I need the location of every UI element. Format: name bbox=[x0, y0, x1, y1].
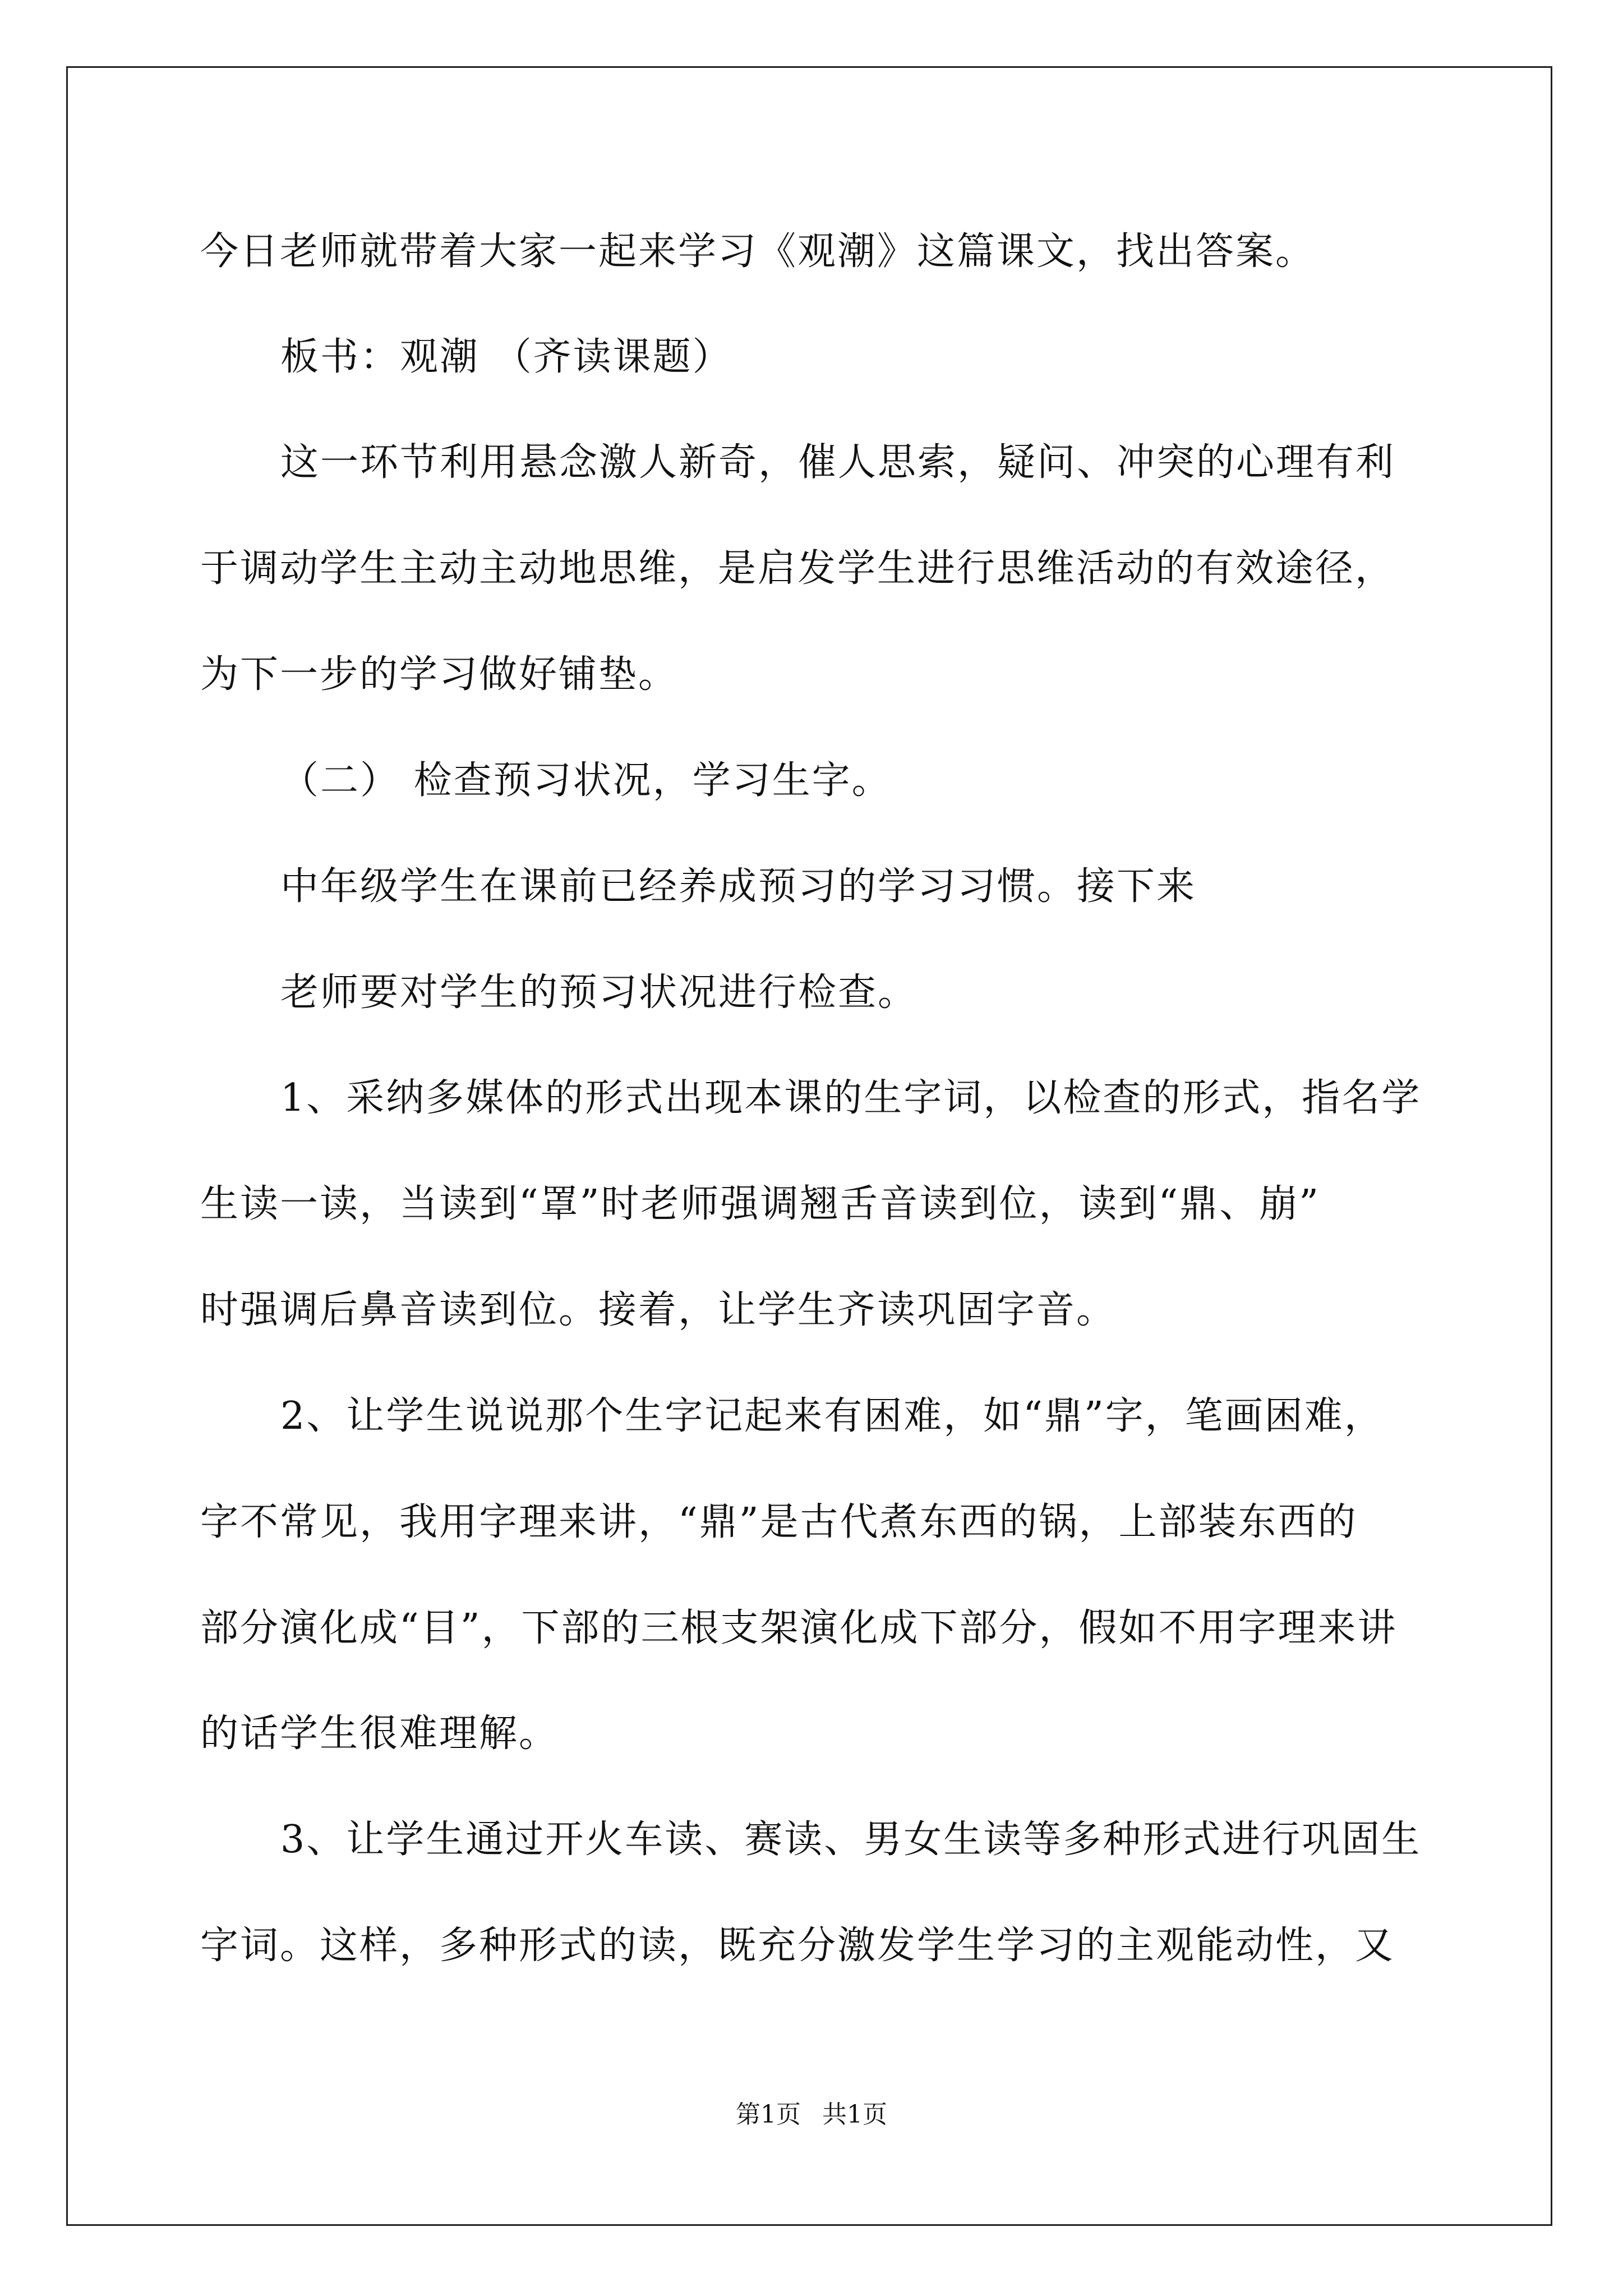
text-line-12: 2、让学生说说那个生字记起来有困难，如“鼎”字，笔画困难， bbox=[280, 1394, 1384, 1438]
page-border bbox=[66, 66, 1552, 2226]
text-line-13: 字不常见，我用字理来讲，“鼎”是古代煮东西的锅，上部装东西的 bbox=[200, 1500, 1358, 1544]
text-line-9: 1、采纳多媒体的形式出现本课的生字词，以检查的形式，指名学 bbox=[280, 1076, 1422, 1120]
text-line-2: 板书：观潮 （齐读课题） bbox=[280, 335, 732, 379]
text-line-15: 的话学生很难理解。 bbox=[200, 1711, 559, 1756]
text-line-17: 字词。这样，多种形式的读，既充分激发学生学习的主观能动性，又 bbox=[200, 1924, 1395, 1968]
text-line-14: 部分演化成“目”，下部的三根支架演化成下部分，假如不用字理来讲 bbox=[200, 1606, 1398, 1650]
text-line-4: 于调动学生主动主动地思维，是启发学生进行思维活动的有效途径， bbox=[200, 546, 1395, 591]
text-line-16: 3、让学生通过开火车读、赛读、男女生读等多种形式进行巩固生 bbox=[280, 1818, 1422, 1862]
text-line-5: 为下一步的学习做好铺垫。 bbox=[200, 652, 679, 697]
text-line-3: 这一环节利用悬念激人新奇，催人思索，疑问、冲突的心理有利 bbox=[280, 440, 1396, 485]
page-number: 第1页 bbox=[736, 2100, 801, 2129]
text-line-6: （二） 检查预习状况，学习生字。 bbox=[280, 758, 892, 803]
text-line-10: 生读一读，当读到“罩”时老师强调翘舌音读到位，读到“鼎、崩” bbox=[200, 1182, 1321, 1226]
text-line-11: 时强调后鼻音读到位。接着，让学生齐读巩固字音。 bbox=[200, 1288, 1117, 1332]
text-line-8: 老师要对学生的预习状况进行检查。 bbox=[280, 970, 918, 1015]
text-line-1: 今日老师就带着大家一起来学习《观潮》这篇课文，找出答案。 bbox=[200, 229, 1316, 274]
page-total: 共1页 bbox=[822, 2100, 887, 2129]
text-line-7: 中年级学生在课前已经养成预习的学习习惯。接下来 bbox=[280, 864, 1197, 909]
page-footer bbox=[0, 2098, 1623, 2132]
